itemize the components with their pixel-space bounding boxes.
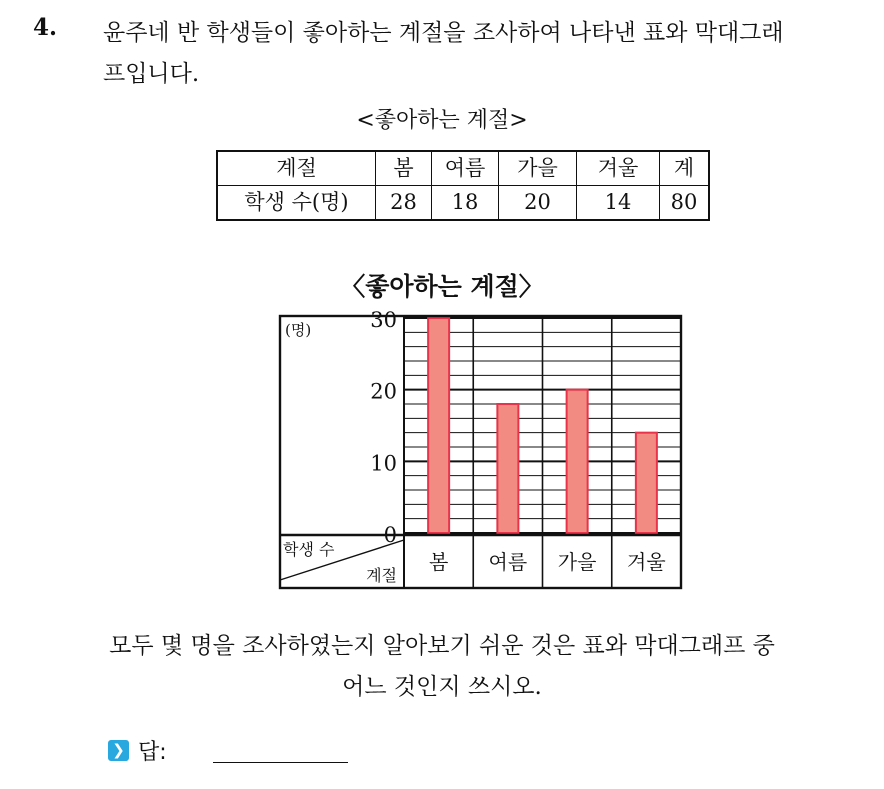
question-number: 4.: [33, 14, 58, 41]
table-cell: 20: [499, 186, 577, 221]
category-label: 가을: [557, 550, 597, 574]
table-header-cell: 겨울: [577, 151, 660, 186]
table-cell: 80: [660, 186, 710, 221]
y-tick-label: 0: [383, 523, 397, 547]
bar-겨울: [636, 433, 657, 533]
table-header-cell: 계절: [217, 151, 376, 186]
category-label: 봄: [428, 550, 449, 574]
chart-border: [280, 316, 681, 588]
y-tick-label: 30: [370, 308, 397, 332]
corner-label-bottom: 계절: [366, 566, 397, 585]
question-text-line2: 프입니다.: [103, 61, 200, 87]
table-header-cell: 여름: [432, 151, 499, 186]
chevron-right-icon: ❯: [108, 740, 129, 761]
y-unit-label: (명): [285, 321, 312, 339]
answer-blank-line[interactable]: [213, 762, 348, 763]
corner-label-top: 학생 수: [283, 540, 335, 559]
category-label: 여름: [488, 550, 528, 574]
table-cell: 14: [577, 186, 660, 221]
table-cell: 학생 수(명): [217, 186, 376, 221]
y-tick-label: 10: [370, 451, 397, 476]
chart-frame: [280, 316, 681, 588]
table-title: <좋아하는 계절>: [356, 108, 528, 133]
instruction-line1: 모두 몇 명을 조사하였는지 알아보기 쉬운 것은 표와 막대그래프 중: [109, 633, 775, 659]
question-text-line1: 윤주네 반 학생들이 좋아하는 계절을 조사하여 나타낸 표와 막대그래: [103, 20, 784, 46]
table-header-cell: 봄: [376, 151, 432, 186]
bar-가을: [567, 390, 588, 533]
answer-label: 답:: [138, 739, 167, 765]
instruction-line2: 어느 것인지 쓰시오.: [342, 674, 542, 700]
bar-봄: [428, 318, 449, 533]
chart-title: 〈좋아하는 계절〉: [340, 272, 544, 301]
category-label: 겨울: [627, 550, 666, 574]
bar-여름: [497, 404, 518, 533]
table-cell: 28: [376, 186, 432, 221]
table-header-cell: 계: [660, 151, 710, 186]
table-header-cell: 가을: [499, 151, 577, 186]
y-tick-label: 20: [370, 379, 397, 404]
table-cell: 18: [432, 186, 499, 221]
answer-area: [108, 733, 167, 767]
